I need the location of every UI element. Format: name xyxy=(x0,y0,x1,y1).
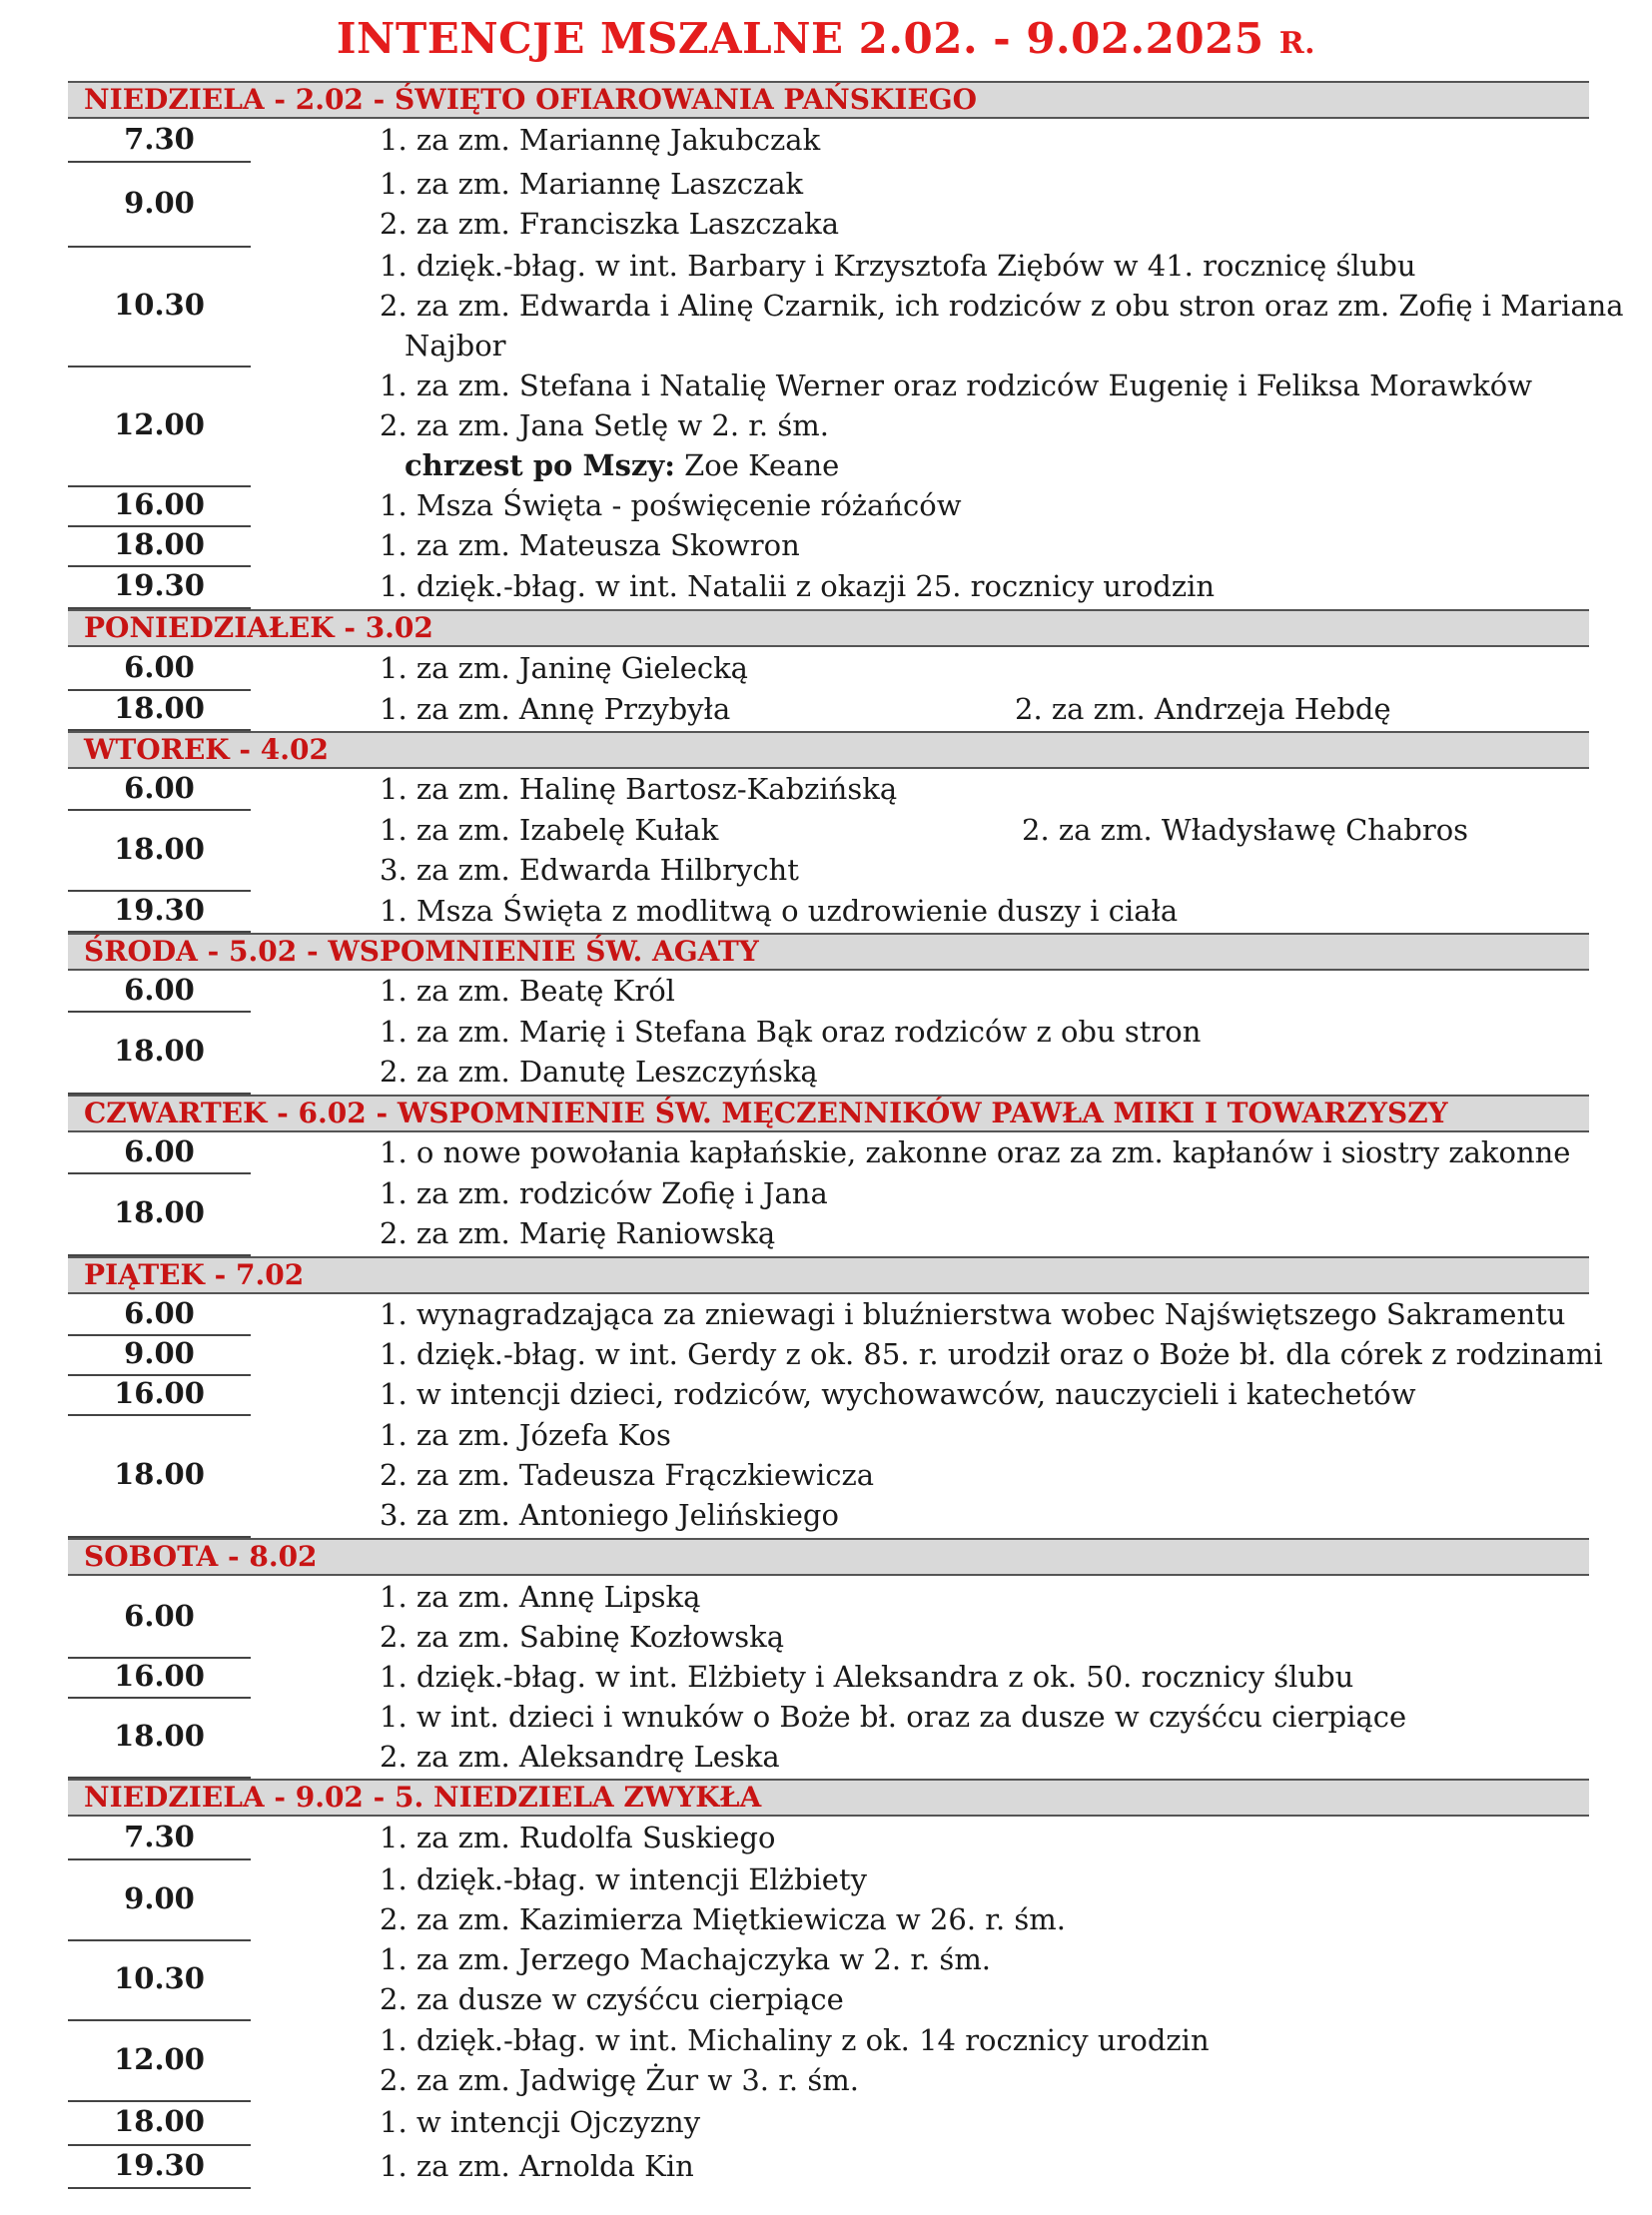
intention-line xyxy=(380,1899,1583,1939)
intention-line xyxy=(380,1818,1583,1857)
intention-line xyxy=(380,971,1583,1011)
intention-text: 2. za zm. Marię Raniowską xyxy=(380,1216,776,1250)
intention-line xyxy=(380,1415,1583,1455)
mass-row xyxy=(68,1336,1603,1376)
mass-row xyxy=(68,248,1624,368)
mass-row xyxy=(68,1376,1589,1416)
intention-text: 1. dzięk.-błag. w int. Barbary i Krzysztofa Ziębów w 41. rocznicę ślubu xyxy=(380,249,1416,283)
mass-row xyxy=(68,1578,1589,1659)
intention-line xyxy=(380,689,1583,729)
intention-text: 1. w intencji Ojczyzny xyxy=(380,2105,701,2139)
day-header: PIĄTEK - 7.02 xyxy=(68,1256,1589,1294)
mass-time: 19.30 xyxy=(68,892,251,933)
mass-time: 6.00 xyxy=(68,649,251,691)
intention-text: 1. dzięk.-błag. w int. Michaliny z ok. 14 rocznicy urodzin xyxy=(380,2023,1210,2057)
intention-list xyxy=(380,1859,1583,1939)
intention-list xyxy=(380,120,1583,160)
mass-row xyxy=(68,527,1589,567)
intention-line xyxy=(380,1697,1583,1737)
intention-line xyxy=(380,1173,1583,1213)
mass-row xyxy=(68,1296,1589,1336)
intention-text: 2. za zm. Franciszka Laszczaka xyxy=(380,207,839,241)
mass-row xyxy=(68,1860,1589,1941)
mass-time: 18.00 xyxy=(68,1174,251,1256)
intention-line xyxy=(380,1939,1583,1979)
intention-text: 2. za zm. Jana Setlę w 2. r. śm. xyxy=(380,408,829,442)
day-header: NIEDZIELA - 2.02 - ŚWIĘTO OFIAROWANIA PAŃSKIEGO xyxy=(68,81,1589,119)
intention-text: 1. wynagradzająca za zniewagi i bluźnierstwa wobec Najświętszego Sakramentu xyxy=(380,1297,1566,1331)
intention-line xyxy=(380,648,1583,688)
intention-second-column: 2. za zm. Andrzeja Hebdę xyxy=(1015,692,1391,726)
intention-text: 1. za zm. Janinę Gielecką xyxy=(380,651,748,685)
intention-line xyxy=(380,1132,1583,1172)
intention-line xyxy=(380,769,1583,809)
mass-row xyxy=(68,121,1589,163)
title-main: INTENCJE MSZALNE 2.02. - 9.02.2025 xyxy=(336,14,1264,63)
mass-time: 19.30 xyxy=(68,2146,251,2189)
intention-text: 1. za zm. Arnolda Kin xyxy=(380,2149,694,2183)
mass-time: 7.30 xyxy=(68,1819,251,1860)
intention-line xyxy=(380,326,1583,366)
intention-second-column: 2. za zm. Władysławę Chabros xyxy=(1022,813,1469,847)
intention-line xyxy=(380,405,1583,445)
mass-row xyxy=(68,1819,1589,1860)
mass-row xyxy=(68,163,1589,248)
intention-list xyxy=(380,1374,1583,1414)
baptism-note xyxy=(380,445,1583,485)
mass-row xyxy=(68,1941,1589,2021)
intention-list xyxy=(380,1818,1583,1857)
intention-list xyxy=(380,810,1583,890)
intention-line xyxy=(380,1334,1603,1374)
mass-time: 9.00 xyxy=(68,1336,251,1376)
intention-list xyxy=(380,1577,1583,1657)
intention-list xyxy=(380,1294,1583,1334)
intention-line xyxy=(380,891,1583,931)
intention-text: 1. za zm. Mariannę Laszczak xyxy=(380,167,804,201)
intention-line xyxy=(380,2102,1583,2142)
mass-time: 6.00 xyxy=(68,1578,251,1659)
day-header: PONIEDZIAŁEK - 3.02 xyxy=(68,609,1589,647)
intention-text: 2. za zm. Kazimierza Miętkiewicza w 26. r. śm. xyxy=(380,1902,1066,1936)
intention-line xyxy=(380,1052,1583,1092)
intention-list xyxy=(380,246,1624,366)
mass-row xyxy=(68,1134,1589,1174)
mass-time: 16.00 xyxy=(68,1659,251,1699)
mass-row xyxy=(68,649,1589,691)
day-header: CZWARTEK - 6.02 - WSPOMNIENIE ŚW. MĘCZENNIKÓW PAWŁA MIKI I TOWARZYSZY xyxy=(68,1095,1589,1132)
intention-list xyxy=(380,891,1583,931)
intention-line xyxy=(380,366,1583,405)
intention-line xyxy=(380,1617,1583,1657)
intention-text: 2. za zm. Aleksandrę Leska xyxy=(380,1740,780,1774)
intention-line xyxy=(380,850,1583,890)
intention-list xyxy=(380,769,1583,809)
intention-list xyxy=(380,366,1583,485)
intention-list xyxy=(380,1012,1583,1092)
mass-row xyxy=(68,567,1589,609)
intention-text: 2. za zm. Jadwigę Żur w 3. r. śm. xyxy=(380,2063,859,2097)
intention-line xyxy=(380,164,1583,204)
intention-text: 1. w intencji dzieci, rodziców, wychowawców, nauczycieli i katechetów xyxy=(380,1377,1416,1411)
mass-time: 18.00 xyxy=(68,1013,251,1095)
intention-list xyxy=(380,1697,1583,1777)
mass-time: 18.00 xyxy=(68,2102,251,2146)
intention-list xyxy=(380,1415,1583,1535)
mass-row xyxy=(68,691,1589,731)
mass-time: 6.00 xyxy=(68,771,251,811)
intention-list xyxy=(380,648,1583,688)
intention-text: 1. za zm. Jerzego Machajczyka w 2. r. śm. xyxy=(380,1942,992,1976)
intention-text: 1. o nowe powołania kapłańskie, zakonne oraz za zm. kapłanów i siostry zakonne xyxy=(380,1135,1571,1169)
intention-text: 1. Msza Święta - poświęcenie różańców xyxy=(380,488,962,522)
intention-line xyxy=(380,1455,1583,1495)
intention-line xyxy=(380,1979,1583,2019)
intention-text: 1. za zm. Rudolfa Suskiego xyxy=(380,1821,776,1854)
mass-row xyxy=(68,1013,1589,1095)
intention-text: 1. za zm. Mateusza Skowron xyxy=(380,528,800,562)
intention-list xyxy=(380,971,1583,1011)
mass-time: 16.00 xyxy=(68,1376,251,1416)
intention-text: 1. dzięk.-błag. w int. Elżbiety i Aleksandra z ok. 50. rocznicy ślubu xyxy=(380,1660,1354,1694)
intention-line xyxy=(380,485,1583,525)
intention-text: 1. Msza Święta z modlitwą o uzdrowienie duszy i ciała xyxy=(380,894,1179,928)
intention-line xyxy=(380,246,1583,286)
intention-list xyxy=(380,1132,1583,1172)
document-title xyxy=(0,14,1652,63)
intention-line xyxy=(380,120,1583,160)
mass-time: 9.00 xyxy=(68,163,251,248)
intention-text: 1. dzięk.-błag. w int. Gerdy z ok. 85. r. urodził oraz o Boże bł. dla córek z rodzinami xyxy=(380,1337,1603,1371)
mass-time: 18.00 xyxy=(68,691,251,731)
intention-list xyxy=(380,1939,1583,2019)
mass-row xyxy=(68,1416,1589,1538)
intention-list xyxy=(380,164,1583,244)
intention-list xyxy=(380,1657,1583,1697)
mass-time: 7.30 xyxy=(68,121,251,163)
intention-list xyxy=(380,485,1583,525)
intention-line xyxy=(380,1859,1583,1899)
intention-list xyxy=(380,566,1583,606)
mass-time: 9.00 xyxy=(68,1860,251,1941)
baptism-label: chrzest po Mszy: xyxy=(405,448,675,482)
mass-row xyxy=(68,487,1589,527)
intention-text: 3. za zm. Antoniego Jelińskiego xyxy=(380,1498,839,1532)
intention-text: 1. dzięk.-błag. w int. Natalii z okazji 25. rocznicy urodzin xyxy=(380,569,1216,603)
day-header: NIEDZIELA - 9.02 - 5. NIEDZIELA ZWYKŁA xyxy=(68,1779,1589,1817)
mass-time: 6.00 xyxy=(68,1134,251,1174)
intention-text: 1. za zm. Beatę Król xyxy=(380,974,675,1008)
intention-line xyxy=(380,810,1583,850)
intention-line xyxy=(380,1737,1583,1777)
intention-text: 1. za zm. Stefana i Natalię Werner oraz rodziców Eugenię i Feliksa Morawków xyxy=(380,369,1533,402)
intention-line xyxy=(380,2020,1583,2060)
intention-line xyxy=(380,1374,1583,1414)
mass-time: 18.00 xyxy=(68,1699,251,1779)
mass-row xyxy=(68,1699,1589,1779)
mass-time: 10.30 xyxy=(68,248,251,368)
intention-list xyxy=(380,2020,1583,2100)
intention-text: 1. za zm. Józefa Kos xyxy=(380,1418,671,1452)
mass-row xyxy=(68,1174,1589,1256)
intention-list xyxy=(380,1173,1583,1253)
intention-text: 1. za zm. Halinę Bartosz-Kabzińską xyxy=(380,772,898,806)
intention-text: 1. za zm. Annę Przybyła xyxy=(380,692,731,726)
mass-time: 18.00 xyxy=(68,1416,251,1538)
intention-text: 1. za zm. Marię i Stefana Bąk oraz rodziców z obu stron xyxy=(380,1015,1202,1049)
mass-row xyxy=(68,771,1589,811)
mass-time: 6.00 xyxy=(68,1296,251,1336)
mass-row xyxy=(68,811,1589,892)
intention-line xyxy=(380,204,1583,244)
mass-row xyxy=(68,1659,1589,1699)
intention-text: 2. za zm. Edwarda i Alinę Czarnik, ich rodziców z obu stron oraz zm. Zofię i Mariana xyxy=(380,289,1624,323)
mass-time: 10.30 xyxy=(68,1941,251,2021)
intention-text: 2. za dusze w czyśćcu cierpiące xyxy=(380,1982,844,2016)
intention-list xyxy=(380,1334,1603,1374)
intention-text: 1. w int. dzieci i wnuków o Boże bł. oraz za dusze w czyśćcu cierpiące xyxy=(380,1700,1407,1734)
day-header: ŚRODA - 5.02 - WSPOMNIENIE ŚW. AGATY xyxy=(68,933,1589,971)
intention-line xyxy=(380,1012,1583,1052)
intention-line xyxy=(380,1495,1583,1535)
intention-text: 1. za zm. Mariannę Jakubczak xyxy=(380,123,821,157)
intention-line xyxy=(380,2146,1583,2186)
intention-text: 2. za zm. Sabinę Kozłowską xyxy=(380,1620,784,1654)
intention-line xyxy=(380,525,1583,565)
intention-list xyxy=(380,2102,1583,2142)
mass-time: 12.00 xyxy=(68,2021,251,2102)
intention-line xyxy=(380,1213,1583,1253)
mass-time: 19.30 xyxy=(68,567,251,609)
intention-text: Najbor xyxy=(405,329,506,363)
title-suffix: R. xyxy=(1278,26,1316,61)
intention-list xyxy=(380,2146,1583,2186)
mass-row xyxy=(68,2102,1589,2146)
mass-row xyxy=(68,892,1589,933)
mass-time: 12.00 xyxy=(68,368,251,487)
intention-text: 1. dzięk.-błag. w intencji Elżbiety xyxy=(380,1862,867,1896)
mass-time: 16.00 xyxy=(68,487,251,527)
intention-line xyxy=(380,1657,1583,1697)
mass-row xyxy=(68,2021,1589,2102)
baptism-name: Zoe Keane xyxy=(674,448,840,482)
intention-list xyxy=(380,689,1583,729)
day-header: SOBOTA - 8.02 xyxy=(68,1538,1589,1576)
intention-line xyxy=(380,1294,1583,1334)
intention-list xyxy=(380,525,1583,565)
mass-row xyxy=(68,2146,1589,2189)
intention-text: 1. za zm. rodziców Zofię i Jana xyxy=(380,1176,828,1210)
intention-line xyxy=(380,286,1624,326)
mass-row xyxy=(68,973,1589,1013)
day-header: WTOREK - 4.02 xyxy=(68,731,1589,769)
mass-time: 18.00 xyxy=(68,811,251,892)
intention-text: 1. za zm. Izabelę Kułak xyxy=(380,813,719,847)
intention-text: 3. za zm. Edwarda Hilbrycht xyxy=(380,853,799,887)
mass-row xyxy=(68,368,1589,487)
intention-text: 1. za zm. Annę Lipską xyxy=(380,1580,701,1614)
intention-line xyxy=(380,566,1583,606)
mass-time: 18.00 xyxy=(68,527,251,567)
mass-time: 6.00 xyxy=(68,973,251,1013)
intention-line xyxy=(380,2060,1583,2100)
intention-line xyxy=(380,1577,1583,1617)
intention-text: 2. za zm. Danutę Leszczyńską xyxy=(380,1055,818,1089)
intention-text: 2. za zm. Tadeusza Frączkiewicza xyxy=(380,1458,875,1492)
